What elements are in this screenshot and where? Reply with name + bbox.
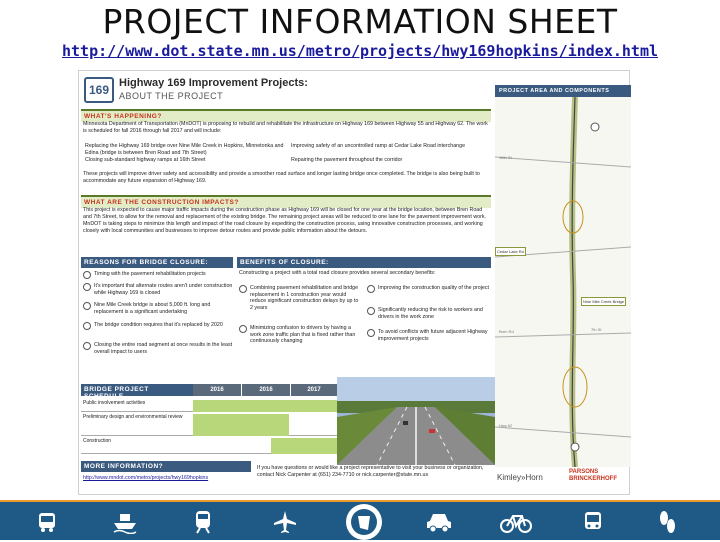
plane-icon: [270, 507, 300, 537]
sign-icon: [239, 325, 247, 333]
schedule-row-label: Construction: [83, 438, 112, 444]
impacts-text: This project is expected to cause major traffic impacts during the construction phase as Highway 169 will be closed for one year at the bridge location, between Bren Road and 7th Street, to allow for the removal and replacement of the existing bridge. The remaining project areas will be reduced to one lane for the pavement improvement work. MnDOT is taking steps to minimize this length and impact of the road closure by expediting the construction process, using innovative construction processes, and working closely with local communities and businesses to improve detour routes and provide public information about the detours.: [83, 207, 486, 234]
bullet-3: Improving safety of an uncontrolled ramp at Cedar Lake Road interchange: [291, 143, 466, 149]
page-title: PROJECT INFORMATION SHEET: [102, 2, 618, 41]
year-header-3: 2017: [291, 384, 337, 396]
worker-icon: [367, 307, 375, 315]
section-impacts: WHAT ARE THE CONSTRUCTION IMPACTS?: [81, 195, 491, 208]
schedule-bar: [193, 414, 289, 436]
section-schedule: BRIDGE PROJECT SCHEDULE: [81, 384, 193, 396]
pedestrian-icon: [652, 507, 682, 537]
map-label: 7th St: [591, 327, 602, 332]
bullet-4: Repairing the pavement throughout the corridor: [291, 157, 403, 163]
mndot-seal: [344, 502, 384, 542]
happening-tail: These projects will improve driver safety and accessibility and provide a smoother road surface and longer lasting bridge once completed. The bridge is also being built to accommodate any future expansion of Highway 169.: [83, 171, 480, 184]
schedule-bar: [193, 400, 337, 412]
footer-bar: [0, 500, 720, 540]
bullet-2: Closing sub-standard highway ramps at 16th Street: [85, 157, 206, 163]
transit-bus-icon: [578, 507, 608, 537]
partner-parsons: PARSONS BRINCKERHOFF: [569, 469, 617, 482]
schedule-row-label: Public involvement activities: [83, 400, 146, 406]
map-label: Bren Rd: [499, 329, 514, 334]
bicycle-icon: [498, 507, 534, 537]
benefit-1: Combining pavement rehabilitation and bridge replacement in 1 construction year would reduce significant construction delays by up to 2 years: [250, 285, 359, 311]
happening-text: Minnesota Department of Transportation (MnDOT) is proposing to rebuild and rehabilitate the infrastructure on Highway 169 between Highway 55 and Highway 62. The work is scheduled for fall 2016 through fall 2017 and will include:: [83, 121, 488, 134]
project-url-link[interactable]: http://www.dot.state.mn.us/metro/projects/hwy169hopkins/index.html: [61, 42, 659, 60]
benefit-4: Significantly reducing the risk to workers and drivers in the work zone: [378, 307, 483, 320]
schedule-bar: [271, 438, 337, 454]
highway-photo: [337, 377, 495, 465]
future-icon: [367, 329, 375, 337]
hwy-169-shield-icon: 169: [84, 77, 114, 103]
reason-2: It's important that alternate routes aren't under construction while Highway 169 is closed: [94, 283, 233, 296]
info-sheet: [78, 70, 630, 495]
section-more: MORE INFORMATION?: [81, 461, 251, 472]
section-benefits: BENEFITS OF CLOSURE:: [237, 257, 491, 268]
reason-1: Timing with the pavement rehabilitation projects: [94, 271, 206, 277]
map-label: 16th St: [499, 155, 512, 160]
time-saving-icon: [239, 285, 247, 293]
benefit-5: To avoid conflicts with future adjacent Highway improvement projects: [378, 329, 488, 342]
car-icon: [424, 507, 454, 537]
quality-icon: [367, 285, 375, 293]
benefits-intro: Constructing a project with a total road closure provides several secondary benefits:: [239, 270, 436, 276]
year-header-1: 2016: [193, 384, 241, 396]
partner-kimley-horn: Kimley»Horn: [497, 473, 543, 482]
reason-5: Closing the entire road segment at once results in the least overall impact to users: [94, 342, 233, 355]
benefit-3: Improving the construction quality of the project: [378, 285, 489, 291]
section-happening: WHAT'S HAPPENING?: [81, 109, 491, 122]
detour-icon: [83, 283, 91, 291]
clock-icon: [83, 271, 91, 279]
more-info-link[interactable]: http://www.mndot.com/metro/projects/hwy169hopkins: [83, 475, 209, 481]
reason-4: The bridge condition requires that it's replaced by 2020: [94, 322, 223, 328]
bridge-icon: [83, 302, 91, 310]
contact-text: If you have questions or would like a project representative to visit your business or organization, contact Nick Carpenter at (651) 234-7710 or nick.carpenter@state.mn.us: [257, 465, 484, 478]
section-area: PROJECT AREA AND COMPONENTS: [495, 85, 631, 97]
train-icon: [188, 507, 218, 537]
road-icon: [83, 342, 91, 350]
sheet-heading: Highway 169 Improvement Projects:: [119, 77, 308, 89]
schedule-row-label: Preliminary design and environmental review: [83, 414, 183, 420]
ferry-icon: [110, 507, 140, 537]
benefit-2: Minimizing confusion to drivers by having a work zone traffic plan that is fixed rather than continuously changing: [250, 325, 356, 344]
bus-icon: [32, 507, 62, 537]
project-map: [495, 97, 631, 467]
reason-3: Nine Mile Creek bridge is about 5,000 ft. long and replacement is a significant undertaking: [94, 302, 211, 315]
map-callout: Nine Mile Creek Bridge: [583, 299, 625, 304]
map-callout: Cedar Lake Rd: [497, 249, 524, 254]
sheet-subheading: ABOUT THE PROJECT: [119, 91, 224, 101]
section-reasons: REASONS FOR BRIDGE CLOSURE:: [81, 257, 233, 268]
year-header-2: 2016: [242, 384, 290, 396]
calendar-icon: [83, 322, 91, 330]
map-label: Hwy 62: [499, 423, 513, 428]
bullet-1: Replacing the Highway 169 bridge over Nine Mile Creek in Hopkins, Minnetonka and Edina (bridge is between Bren Road and 7th Street): [85, 143, 284, 156]
